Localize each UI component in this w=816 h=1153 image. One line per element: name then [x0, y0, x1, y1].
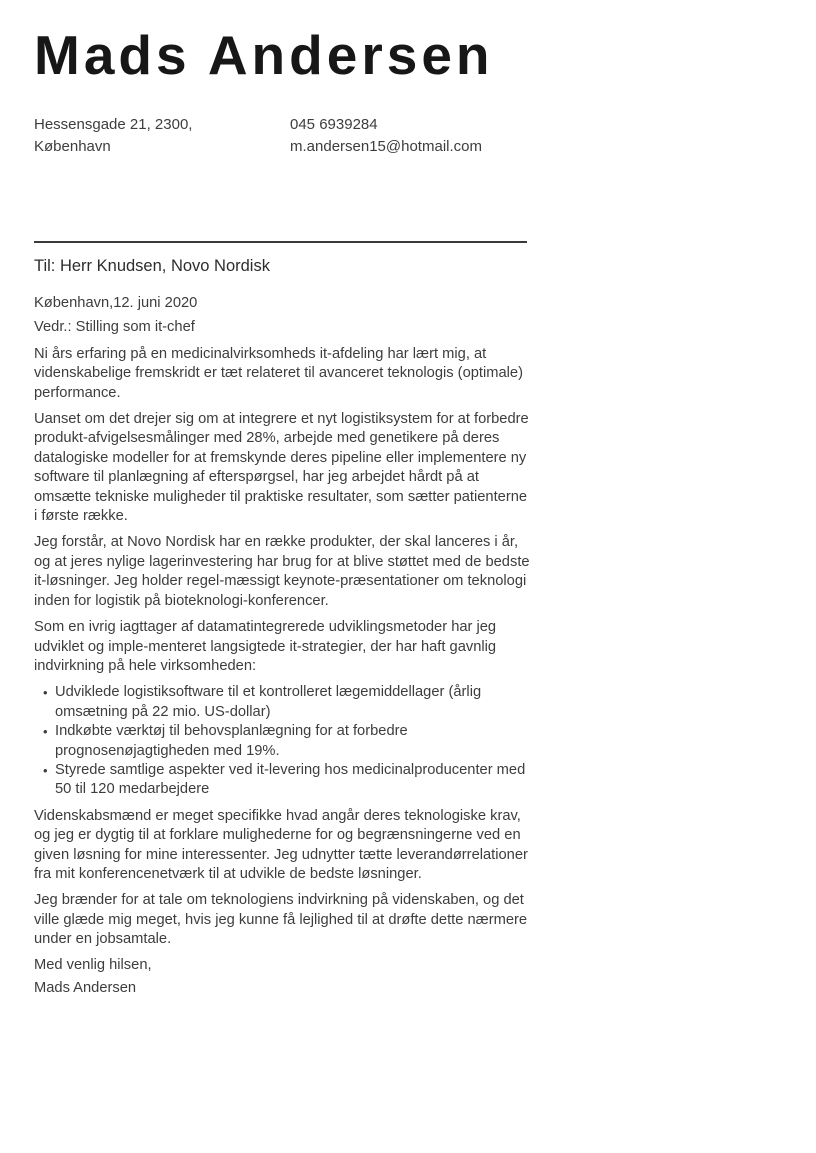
paragraph-4: Som en ivrig iagttager af datamatintegrerede udviklingsmetoder har jeg udviklet og imple-menteret langsigtede it-strategier, der har haft gavnlig indvirkning på hele virksomheden: [34, 619, 497, 674]
list-item [43, 722, 531, 761]
signature-name: Mads Andersen [34, 980, 137, 996]
email-address: m.andersen15@hotmail.com [290, 137, 482, 155]
divider-line [34, 241, 527, 243]
date-line: København,12. juni 2020 [34, 295, 198, 311]
list-item-text: Indkøbte værktøj til behovsplanlægning for at forbedre prognosenøjagtigheden med 19%. [55, 723, 408, 759]
list-item [43, 683, 531, 722]
paragraph-2: Uanset om det drejer sig om at integrere et nyt logistiksystem for at forbedre produkt-afvigelsesmålinger med 28%, arbejde med genetikere på deres datalogiske modeller for at fremskynde deres pipeline eller implementere ny software til planlægning af efterspørgsel, har jeg arbejdet hårdt på at omsætte tekniske muligheder til praktiske resultater, som sætter patienterne i første række. [34, 411, 529, 525]
paragraph-3: Jeg forstår, at Novo Nordisk har en række produkter, der skal lanceres i år, og at jeres nylige lagerinvestering har brug for at blive støttet med de bedste it-løsninger. Jeg holder regel-mæssigt keynote-præsentationer om teknologi inden for logistik på bioteknologi-konferencer. [34, 534, 530, 609]
contact-info [34, 114, 540, 157]
paragraph-6: Jeg brænder for at tale om teknologiens indvirkning på videnskaben, og det ville glæde mig meget, hvis jeg kunne få lejlighed til at drøfte dette nærmere under en jobsamtale. [34, 892, 528, 948]
list-item-text: Udviklede logistiksoftware til et kontrolleret lægemiddellager (årlig omsætning på 22 mio. US-dollar) [55, 684, 482, 720]
recipient-line: Til: Herr Knudsen, Novo Nordisk [34, 257, 270, 275]
address-line-1: Hessensgade 21, 2300, [34, 116, 193, 133]
phone-number: 045 6939284 [290, 116, 378, 133]
paragraph-5: Videnskabsmænd er meget specifikke hvad angår deres teknologiske krav, og jeg er dygtig til at forklare mulighederne for og begrænsningerne ved en given løsning for mine interessenter. Jeg udnytter tætte leverandørrelationer fra mit konferencenetværk til at udvikle de bedste løsninger. [34, 807, 528, 882]
subject-line: Vedr.: Stilling som it-chef [34, 319, 195, 336]
contact-reach-block [290, 114, 540, 157]
list-item [43, 761, 531, 800]
applicant-name-heading: Mads Andersen [34, 24, 494, 86]
paragraph-1: Ni års erfaring på en medicinalvirksomheds it-afdeling har lært mig, at videnskabelige fremskridt er tæt relateret til avanceret teknologis (optimale) performance. [34, 345, 523, 401]
letter-body [34, 294, 531, 998]
achievements-list [34, 683, 531, 799]
address-line-2: København [34, 137, 111, 155]
bullet-icon: • [43, 762, 48, 778]
contact-address-block [34, 114, 290, 157]
bullet-icon: • [43, 685, 48, 701]
bullet-icon: • [43, 724, 48, 740]
sign-off: Med venlig hilsen, [34, 956, 152, 973]
list-item-text: Styrede samtlige aspekter ved it-levering hos medicinalproducenter med 50 til 120 medarbejdere [55, 761, 526, 798]
